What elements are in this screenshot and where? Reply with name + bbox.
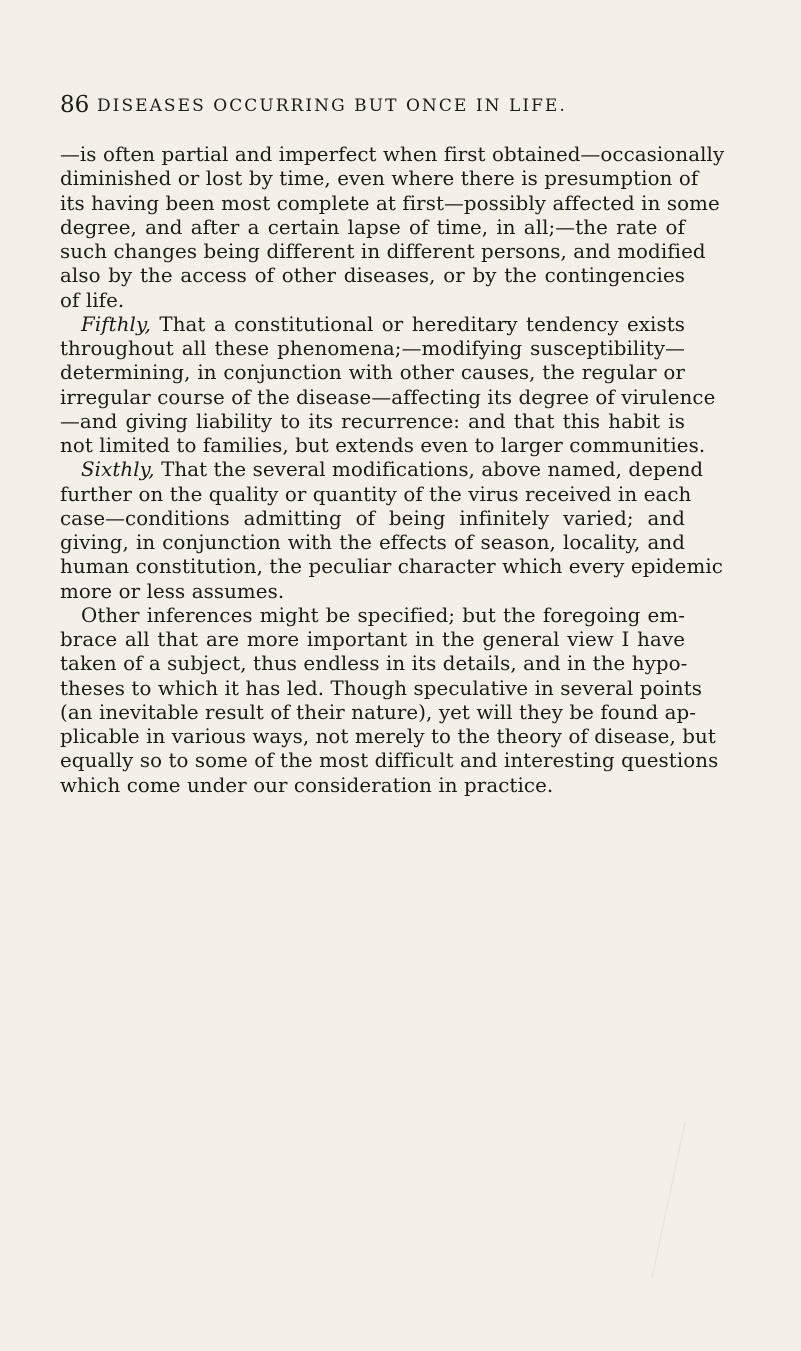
text-line: further on the quality or quantity of the virus received in each [60,482,692,506]
text-line: theses to which it has led. Though speculative in several points [60,676,703,700]
text-line: not limited to families, but extends even to larger communities. [60,434,706,457]
text-line: its having been most complete at first—possibly affected in some [60,191,720,215]
text-line: (an inevitable result of their nature), yet will they be found ap- [60,700,697,724]
text-line: which come under our consideration in practice. [60,773,554,797]
text-line: taken of a subject, thus endless in its details, and in the hypo- [60,652,688,676]
paper-mark [651,1122,685,1279]
text-line: throughout all these phenomena;—modifying susceptibility— [60,337,685,360]
text-line: such changes being different in different persons, and modified [60,240,706,263]
text-line: degree, and after a certain lapse of time, in all;—the rate of [60,215,685,239]
text-line: —is often partial and imperfect when first obtained—occasionally [60,143,725,166]
text-line: equally so to some of the most difficult and interesting questions [60,749,719,773]
paragraph-sixthly [60,458,704,482]
text-line: human constitution, the peculiar character which every epidemic [60,555,723,579]
body-text [60,143,725,798]
text-line: more or less assumes. [60,579,285,603]
running-head: DISEASES OCCURRING BUT ONCE IN LIFE. [97,96,567,116]
sixthly-label: Sixthly, [81,458,155,482]
text-line: of life. [60,288,125,312]
text-line: That a constitutional or hereditary tendency exists [159,312,685,336]
text-line: Other inferences might be specified; but the foregoing em- [81,603,685,627]
text-line: also by the access of other diseases, or by the contingencies [60,264,685,288]
text-line: —and giving liability to its recurrence: and that this habit is [60,409,685,433]
text-line: determining, in conjunction with other causes, the regular or [60,361,685,385]
text-line: diminished or lost by time, even where there is presumption of [60,167,699,191]
page-header [60,90,685,120]
fifthly-label: Fifthly, [81,312,152,336]
text-line: plicable in various ways, not merely to the theory of disease, but [60,725,716,748]
text-line: case—conditions admitting of being infinitely varied; and [60,506,685,530]
page-number: 86 [60,92,90,118]
text-line: That the several modifications, above named, depend [161,458,704,482]
text-line: brace all that are more important in the general view I have [60,628,685,651]
text-line: irregular course of the disease—affecting its degree of virulence [60,385,716,409]
text-line: giving, in conjunction with the effects of season, locality, and [60,531,685,554]
paragraph-fifthly [60,313,685,337]
